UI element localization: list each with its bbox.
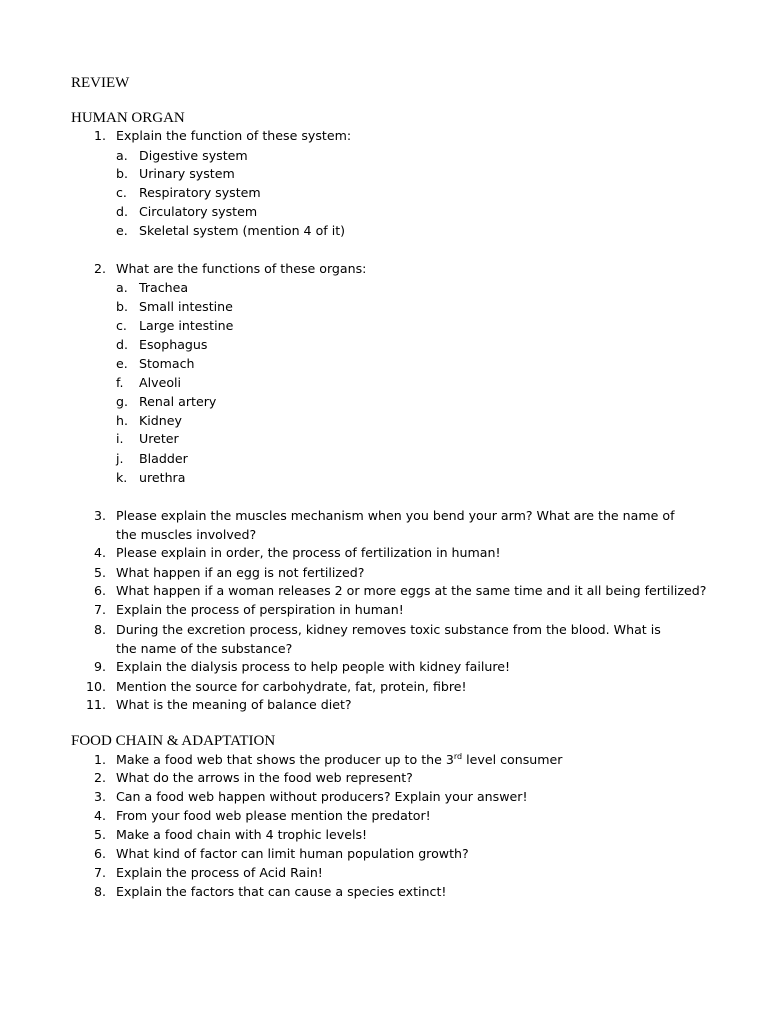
sub-text: Large intestine bbox=[139, 318, 234, 333]
sub-text: Urinary system bbox=[139, 166, 235, 181]
section-heading-human-organ: HUMAN ORGAN bbox=[71, 110, 185, 126]
sub-text: Ureter bbox=[139, 431, 179, 446]
sub-letter: d. bbox=[116, 204, 128, 219]
item-text: What is the meaning of balance diet? bbox=[116, 697, 352, 712]
item-text: Mention the source for carbohydrate, fat, protein, fibre! bbox=[116, 679, 467, 694]
item-text: Explain the process of perspiration in human! bbox=[116, 602, 404, 617]
item-number: 4. bbox=[93, 808, 106, 823]
sub-text: urethra bbox=[139, 470, 186, 485]
sub-text: Digestive system bbox=[139, 148, 248, 163]
sub-text: Alveoli bbox=[139, 375, 182, 390]
item-number: 9. bbox=[93, 659, 106, 674]
item-number: 3. bbox=[93, 508, 106, 523]
item-number: 3. bbox=[93, 789, 106, 804]
item-number: 7. bbox=[93, 602, 106, 617]
item-text: From your food web please mention the predator! bbox=[116, 808, 431, 823]
sub-text: Circulatory system bbox=[139, 204, 258, 219]
item-number: 4. bbox=[93, 545, 106, 560]
sub-letter: e. bbox=[116, 223, 128, 238]
item-number: 6. bbox=[93, 846, 106, 861]
item-text: Explain the function of these system: bbox=[116, 128, 352, 143]
item-number: 2. bbox=[93, 261, 106, 276]
sub-letter: h. bbox=[116, 413, 128, 428]
item-text: Explain the dialysis process to help people with kidney failure! bbox=[116, 659, 511, 674]
sub-letter: k. bbox=[116, 470, 128, 485]
item-number: 5. bbox=[93, 827, 106, 842]
item-number: 11. bbox=[85, 697, 106, 712]
item-text: Please explain in order, the process of fertilization in human! bbox=[116, 545, 501, 560]
item-number: 10. bbox=[85, 679, 106, 694]
sub-text: Bladder bbox=[139, 451, 188, 466]
item-number: 1. bbox=[93, 752, 106, 767]
sub-text: Kidney bbox=[139, 413, 182, 428]
sub-letter: i. bbox=[116, 431, 124, 446]
sub-text: Respiratory system bbox=[139, 185, 261, 200]
sub-text: Trachea bbox=[139, 280, 189, 295]
sub-letter: c. bbox=[116, 318, 127, 333]
item-number: 5. bbox=[93, 565, 106, 580]
sub-text: Stomach bbox=[139, 356, 195, 371]
sub-letter: e. bbox=[116, 356, 128, 371]
item-text bbox=[116, 750, 562, 769]
item-text: Explain the process of Acid Rain! bbox=[116, 865, 323, 880]
item-text: Explain the factors that can cause a species extinct! bbox=[116, 884, 447, 899]
item-number: 7. bbox=[93, 865, 106, 880]
sub-letter: f. bbox=[116, 375, 124, 390]
sub-text: Esophagus bbox=[139, 337, 208, 352]
sub-letter: c. bbox=[116, 185, 127, 200]
section-heading-food-chain: FOOD CHAIN & ADAPTATION bbox=[71, 733, 276, 749]
item-text: Make a food chain with 4 trophic levels! bbox=[116, 827, 368, 842]
sub-text: Small intestine bbox=[139, 299, 233, 314]
item-text-after: level consumer bbox=[462, 752, 563, 767]
sub-letter: d. bbox=[116, 337, 128, 352]
item-text: During the excretion process, kidney removes toxic substance from the blood. What is the name of the substance? bbox=[116, 622, 661, 656]
item-number: 1. bbox=[93, 128, 106, 143]
item-text-before: Make a food web that shows the producer up to the 3 bbox=[116, 752, 454, 767]
item-text: What happen if a woman releases 2 or more eggs at the same time and it all being fertilized? bbox=[116, 583, 707, 598]
item-text: Please explain the muscles mechanism when you bend your arm? What are the name of the muscles involved? bbox=[116, 508, 675, 542]
item-text: Can a food web happen without producers? Explain your answer! bbox=[116, 789, 528, 804]
item-text: What are the functions of these organs: bbox=[116, 261, 367, 276]
sub-letter: a. bbox=[116, 148, 128, 163]
item-text: What happen if an egg is not fertilized? bbox=[116, 565, 365, 580]
ordinal-superscript: rd bbox=[453, 751, 463, 761]
sub-text: Renal artery bbox=[139, 394, 217, 409]
sub-letter: j. bbox=[116, 451, 124, 466]
sub-text: Skeletal system (mention 4 of it) bbox=[139, 223, 346, 238]
item-number: 6. bbox=[93, 583, 106, 598]
item-number: 8. bbox=[93, 622, 106, 637]
item-text: What do the arrows in the food web represent? bbox=[116, 770, 413, 785]
sub-letter: b. bbox=[116, 166, 128, 181]
item-number: 2. bbox=[93, 770, 106, 785]
sub-letter: a. bbox=[116, 280, 128, 295]
item-text: What kind of factor can limit human population growth? bbox=[116, 846, 469, 861]
document-title: REVIEW bbox=[71, 75, 130, 91]
item-number: 8. bbox=[93, 884, 106, 899]
sub-letter: b. bbox=[116, 299, 128, 314]
sub-letter: g. bbox=[116, 394, 128, 409]
